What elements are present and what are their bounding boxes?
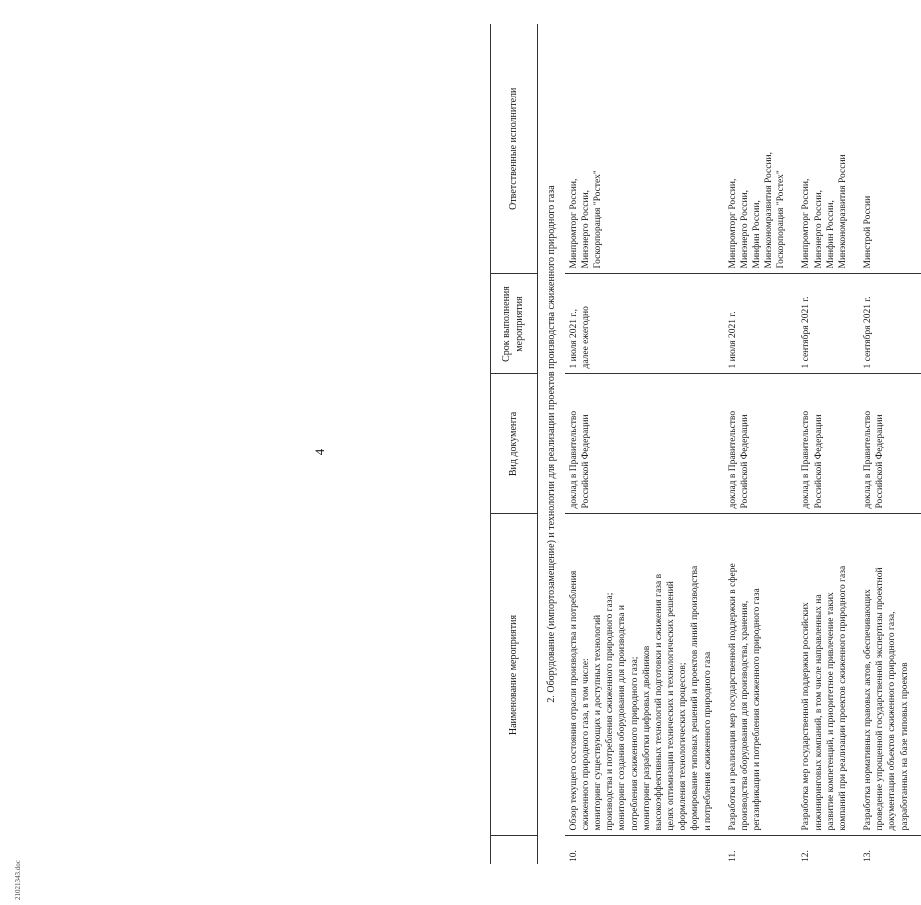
deadline-line: 1 июля 2021 г., bbox=[568, 308, 579, 369]
responsible-executors-cell bbox=[859, 24, 921, 274]
header-name: Наименование мероприятия bbox=[491, 514, 538, 836]
responsible-executors-line: Минпромторг России, bbox=[801, 178, 812, 269]
measure-name-line: Разработка нормативных правовых актов, обеспечивающих bbox=[863, 589, 874, 831]
row-number: 10. bbox=[568, 850, 579, 862]
deadline-line: 1 сентября 2021 г. bbox=[801, 296, 812, 369]
section-row bbox=[538, 24, 565, 864]
measure-name-line: производства оборудования для производства, хранения, bbox=[739, 600, 750, 831]
responsible-executors-line: Минстрой России bbox=[863, 195, 874, 269]
responsible-executors-cell bbox=[797, 24, 859, 274]
deadline-cell bbox=[565, 274, 724, 374]
responsible-executors-line: Минэнерго России, bbox=[580, 189, 591, 269]
measure-name-line: и потребления сжиженного природного газа bbox=[702, 651, 713, 831]
document-type-line: доклад в Правительство bbox=[727, 410, 738, 509]
measure-name-cell bbox=[724, 514, 798, 836]
measure-name-line: производства и потребления сжиженного природного газа; bbox=[605, 592, 616, 831]
header-resp: Ответственные исполнители bbox=[491, 24, 538, 274]
document-type-cell bbox=[565, 374, 724, 514]
table-row bbox=[859, 24, 921, 864]
measure-name-line: формирование типовых решений и проектов линий производства bbox=[690, 565, 701, 831]
responsible-executors-cell bbox=[565, 24, 724, 274]
row-number: 12. bbox=[801, 850, 812, 862]
measure-name-line: разработанных на базе типовых проектов bbox=[899, 662, 910, 831]
responsible-executors-line: Минпромторг России, bbox=[568, 178, 579, 269]
responsible-executors-line: Минэкономразвития России, bbox=[764, 151, 775, 269]
table-row bbox=[797, 24, 859, 864]
responsible-executors-line: Минэнерго России, bbox=[739, 189, 750, 269]
responsible-executors-line: Минпромторг России, bbox=[727, 178, 738, 269]
measure-name-cell bbox=[797, 514, 859, 836]
footer-code: 21021343.doc bbox=[14, 860, 22, 900]
measure-name-cell bbox=[859, 514, 921, 836]
measure-name-line: регазификации и потребления сжиженного природного газа bbox=[751, 588, 762, 831]
deadline-line: далее ежегодно bbox=[580, 306, 591, 369]
table-row bbox=[724, 24, 798, 864]
document-type-line: Российской Федерации bbox=[580, 414, 591, 509]
measure-name-line: компаний при реализации проектов сжиженного природного газа bbox=[837, 565, 848, 831]
measure-name-line: развитие компетенций, и приоритетное привлечение таких bbox=[825, 592, 836, 831]
deadline-cell bbox=[724, 274, 798, 374]
measures-table bbox=[490, 24, 921, 864]
document-type-cell bbox=[724, 374, 798, 514]
measure-name-line: оформления технологических процессов; bbox=[678, 662, 689, 831]
page-number: 4 bbox=[312, 448, 327, 456]
responsible-executors-line: Госкорпорация "Ростех" bbox=[593, 170, 604, 269]
measure-name-line: потребления сжиженного природного газа; bbox=[629, 656, 640, 831]
header-term: Срок выполнения мероприятия bbox=[491, 274, 538, 374]
document-type-line: Российской Федерации bbox=[813, 414, 824, 509]
deadline-cell bbox=[859, 274, 921, 374]
header-num bbox=[491, 836, 538, 864]
document-type-line: доклад в Правительство bbox=[801, 410, 812, 509]
responsible-executors-cell bbox=[724, 24, 798, 274]
deadline-line: 1 июля 2021 г. bbox=[727, 311, 738, 369]
measure-name-line: инжиниринговых компаний, в том числе направленных на bbox=[813, 594, 824, 831]
measure-name-line: проведение упрощенной государственной экспертизы проектной bbox=[875, 567, 886, 831]
measure-name-line: мониторинг создания оборудования для производства и bbox=[617, 605, 628, 831]
measure-name-line: документации объектов сжиженного природного газа, bbox=[887, 611, 898, 831]
document-type-line: Российской Федерации bbox=[875, 414, 886, 509]
measure-name-line: целях оптимизации технических и технологических решений bbox=[666, 581, 677, 831]
table-row bbox=[565, 24, 724, 864]
document-type-line: доклад в Правительство bbox=[863, 410, 874, 509]
header-doc: Вид документа bbox=[491, 374, 538, 514]
measure-name-line: мониторинг существующих и доступных технологий bbox=[593, 614, 604, 831]
measure-name-line: Разработка и реализация мер государственной поддержки в сфере bbox=[727, 563, 738, 831]
responsible-executors-line: Госкорпорация "Ростех" bbox=[776, 170, 787, 269]
measure-name-line: сжиженного природного газа, в том числе: bbox=[580, 658, 591, 831]
row-number: 13. bbox=[863, 850, 874, 862]
measure-name-line: Разработка мер государственной поддержки российских bbox=[801, 602, 812, 831]
rotated-table-container bbox=[490, 24, 910, 864]
responsible-executors-line: Минфин России, bbox=[751, 200, 762, 269]
responsible-executors-line: Минфин России, bbox=[825, 200, 836, 269]
document-type-line: Российской Федерации bbox=[739, 414, 750, 509]
responsible-executors-line: Минэкономразвития России bbox=[837, 154, 848, 269]
row-number: 11. bbox=[727, 850, 738, 862]
document-type-line: доклад в Правительство bbox=[568, 410, 579, 509]
measure-name-line: мониторинг разработки цифровых двойников bbox=[641, 645, 652, 831]
table-header-row bbox=[491, 24, 538, 864]
measure-name-line: Обзор текущего состояния отрасли производства и потребления bbox=[568, 570, 579, 831]
section-title: 2. Оборудование (импортозамещение) и технологии для реализации проектов производства сжиженного природного газа bbox=[546, 185, 557, 703]
measure-name-line: высокоэффективных технологий подготовки и сжижения газа в bbox=[653, 573, 664, 831]
document-type-cell bbox=[859, 374, 921, 514]
deadline-cell bbox=[797, 274, 859, 374]
deadline-line: 1 сентября 2021 г. bbox=[863, 296, 874, 369]
measure-name-cell bbox=[565, 514, 724, 836]
responsible-executors-line: Минэнерго России, bbox=[813, 189, 824, 269]
document-type-cell bbox=[797, 374, 859, 514]
